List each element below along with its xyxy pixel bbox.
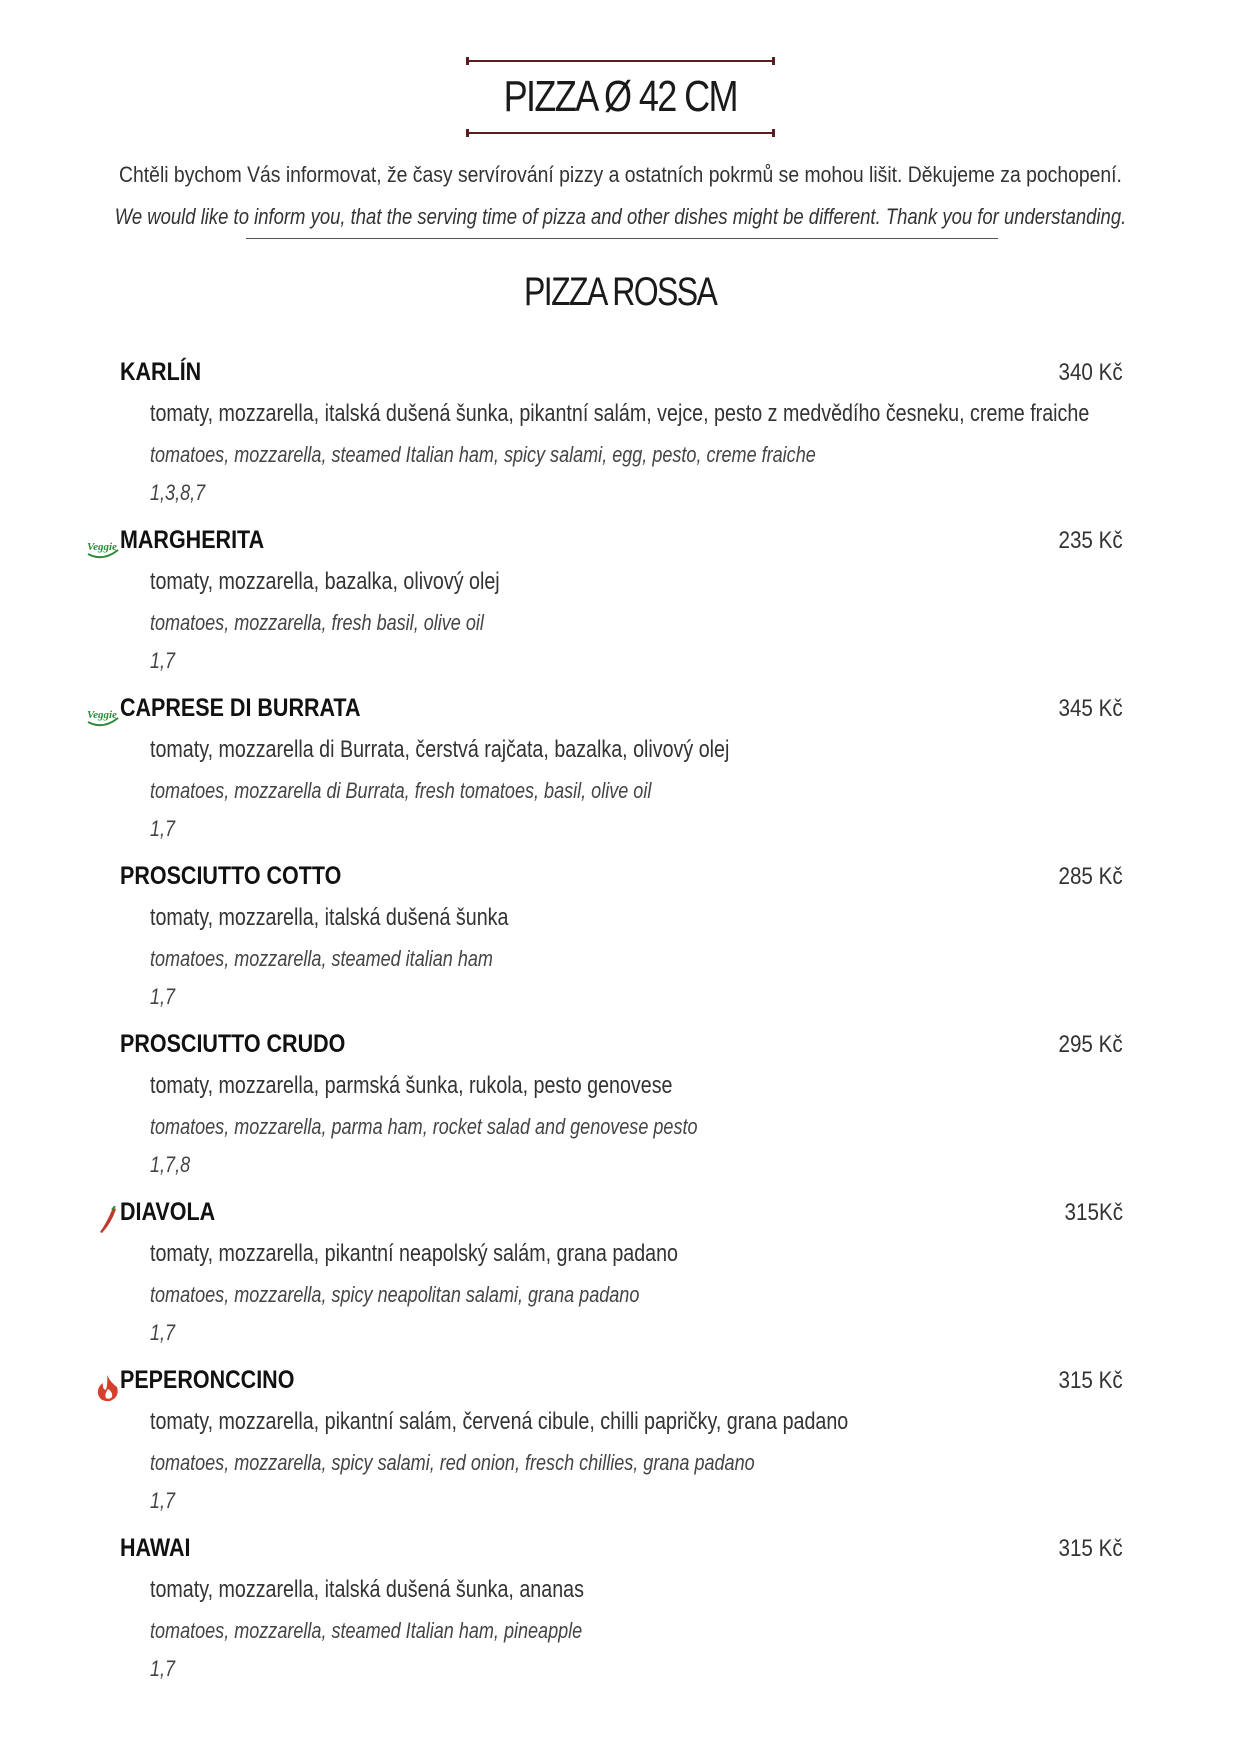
- title-frame: [466, 58, 775, 136]
- menu-item: [0, 526, 1241, 694]
- item-description-cz: tomaty, mozzarella, italská dušená šunka, pikantní salám, vejce, pesto z medvědího česneku, creme fraiche: [150, 400, 1090, 427]
- section-title: PIZZA ROSSA: [524, 270, 717, 314]
- svg-text:Veggie: Veggie: [87, 709, 117, 721]
- title-bottom-rule: [466, 132, 775, 134]
- page-header: [0, 58, 1241, 136]
- item-description-cz: tomaty, mozzarella, bazalka, olivový olej: [150, 568, 500, 595]
- item-description-en: tomatoes, mozzarella, spicy neapolitan salami, grana padano: [150, 1282, 640, 1307]
- svg-text:Veggie: Veggie: [87, 541, 117, 553]
- menu-list: [0, 358, 1241, 1702]
- item-price: 345 Kč: [1058, 695, 1123, 722]
- item-allergens: 1,7,8: [150, 1152, 191, 1177]
- notice-czech: Chtěli bychom Vás informovat, že časy servírování pizzy a ostatních pokrmů se mohou lišit. Děkujeme za pochopení.: [119, 162, 1122, 187]
- menu-item: [0, 1030, 1241, 1198]
- item-description-en: tomatoes, mozzarella, spicy salami, red onion, fresch chillies, grana padano: [150, 1450, 755, 1475]
- item-name: PROSCIUTTO CRUDO: [120, 1030, 346, 1058]
- item-name: HAWAI: [120, 1534, 191, 1562]
- item-name: PROSCIUTTO COTTO: [120, 862, 342, 890]
- title-top-rule: [466, 60, 775, 62]
- item-price: 315 Kč: [1058, 1367, 1123, 1394]
- item-allergens: 1,7: [150, 984, 176, 1009]
- menu-item: [0, 862, 1241, 1030]
- menu-item: [0, 1534, 1241, 1702]
- menu-item: [0, 358, 1241, 526]
- item-price: 235 Kč: [1058, 527, 1123, 554]
- item-allergens: 1,3,8,7: [150, 480, 206, 505]
- veggie-icon: [86, 702, 120, 730]
- item-price: 315 Kč: [1058, 1535, 1123, 1562]
- veggie-icon: [86, 534, 120, 562]
- item-description-cz: tomaty, mozzarella, italská dušená šunka: [150, 904, 509, 931]
- item-description-cz: tomaty, mozzarella, pikantní salám, červená cibule, chilli papričky, grana padano: [150, 1408, 849, 1435]
- item-description-cz: tomaty, mozzarella, italská dušená šunka, ananas: [150, 1576, 584, 1603]
- item-price: 285 Kč: [1058, 863, 1123, 890]
- item-allergens: 1,7: [150, 1488, 176, 1513]
- item-description-en: tomatoes, mozzarella, steamed Italian ham, pineapple: [150, 1618, 583, 1643]
- fire-icon: [86, 1374, 120, 1402]
- menu-item: [0, 1366, 1241, 1534]
- item-price: 315Kč: [1064, 1199, 1123, 1226]
- notice-english: We would like to inform you, that the serving time of pizza and other dishes might be different. Thank you for understanding.: [114, 204, 1127, 229]
- item-price: 340 Kč: [1058, 359, 1123, 386]
- item-description-cz: tomaty, mozzarella di Burrata, čerstvá rajčata, bazalka, olivový olej: [150, 736, 730, 763]
- item-name: PEPERONCCINO: [120, 1366, 295, 1394]
- item-description-en: tomatoes, mozzarella, steamed italian ham: [150, 946, 493, 971]
- item-allergens: 1,7: [150, 648, 176, 673]
- menu-item: [0, 694, 1241, 862]
- item-description-en: tomatoes, mozzarella, fresh basil, olive oil: [150, 610, 484, 635]
- item-name: DIAVOLA: [120, 1198, 216, 1226]
- page-title: PIZZA Ø 42 CM: [503, 72, 738, 121]
- item-description-cz: tomaty, mozzarella, pikantní neapolský salám, grana padano: [150, 1240, 679, 1267]
- item-description-en: tomatoes, mozzarella, steamed Italian ham, spicy salami, egg, pesto, creme fraiche: [150, 442, 816, 467]
- menu-item: [0, 1198, 1241, 1366]
- item-allergens: 1,7: [150, 1656, 176, 1681]
- item-description-cz: tomaty, mozzarella, parmská šunka, rukola, pesto genovese: [150, 1072, 673, 1099]
- item-name: CAPRESE DI BURRATA: [120, 694, 361, 722]
- item-allergens: 1,7: [150, 1320, 176, 1345]
- item-description-en: tomatoes, mozzarella di Burrata, fresh tomatoes, basil, olive oil: [150, 778, 652, 803]
- item-price: 295 Kč: [1058, 1031, 1123, 1058]
- item-allergens: 1,7: [150, 816, 176, 841]
- notice-underline: [246, 238, 998, 239]
- item-name: KARLÍN: [120, 358, 202, 386]
- item-name: MARGHERITA: [120, 526, 265, 554]
- item-description-en: tomatoes, mozzarella, parma ham, rocket salad and genovese pesto: [150, 1114, 698, 1139]
- chili-pepper-icon: [86, 1206, 120, 1234]
